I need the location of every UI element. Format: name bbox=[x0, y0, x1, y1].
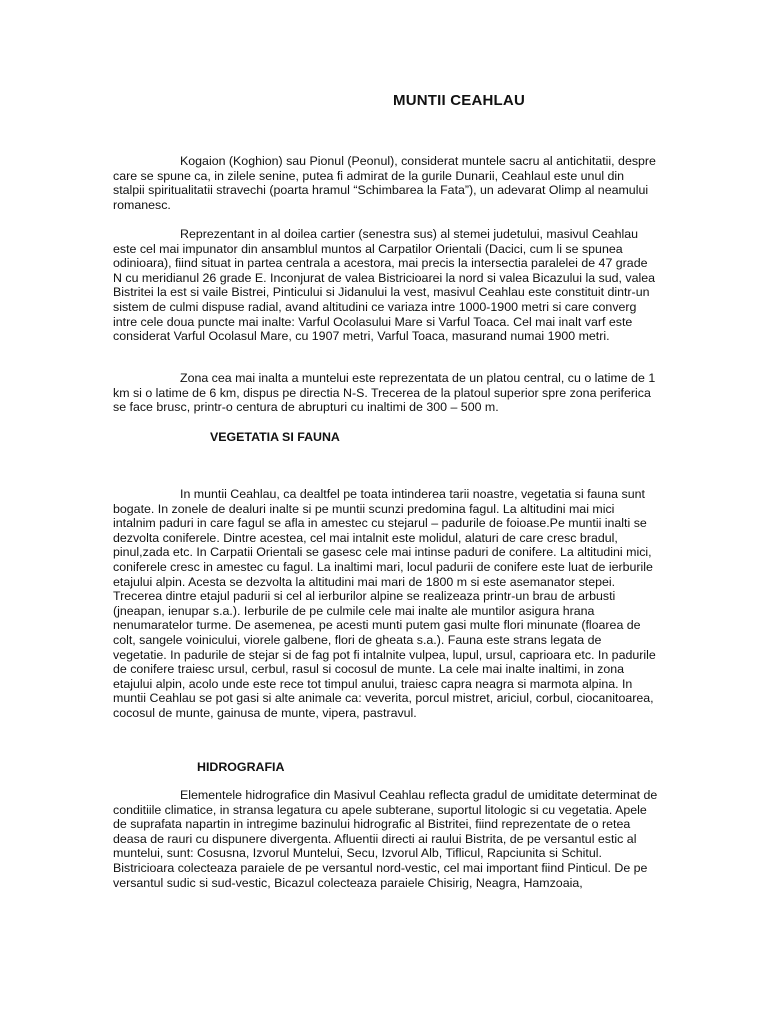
paragraph-vegetatie: In muntii Ceahlau, ca dealtfel pe toata intinderea tarii noastre, vegetatia si fauna sunt bogate. In zonele de dealuri inalte si pe muntii scunzi predomina fagul. La altitudini mai mici intalnim paduri in care fagul se afla in amestec cu stejarul – padurile de foioase.Pe muntii inalti se dezvolta coniferele. Dintre acestea, cel mai intalnit este molidul, alaturi de care cresc bradul, pinul,zada etc. In Carpatii Orientali se gasesc cele mai intinse paduri de conifere. La altitudini mici, coniferele cresc in amestec cu fagul. La inaltimi mari, locul padurii de conifere este luat de ierburile etajului alpin. Acesta se dezvolta la altitudini mai mari de 1800 m si este asemanator stepei. Trecerea dintre etajul padurii si cel al ierburilor alpine se realizeaza printr-un brau de arbusti (jneapan, ienupar s.a.). Ierburile de pe culmile cele mai inalte ale muntilor asigura hrana nenumaratelor turme. De asemenea, pe acesti munti putem gasi multe flori minunate (floarea de colt, sangele voinicului, viorele galbene, flori de gheata s.a.). Fauna este strans legata de vegetatie. In padurile de stejar si de fag pot fi intalnite vulpea, lupul, ursul, caprioara etc. In padurile de conifere traiesc ursul, cerbul, rasul si cocosul de munte. La cele mai inalte inaltimi, in zona etajului alpin, acolo unde este rece tot timpul anului, traiesc capra neagra si marmota alpina. In muntii Ceahlau se pot gasi si alte animale ca: veverita, porcul mistret, ariciul, corbul, ciocanitoarea, cocosul de munte, gainusa de munte, vipera, pastravul. bbox=[113, 487, 656, 720]
paragraph-hidrografia: Elementele hidrografice din Masivul Ceahlau reflecta gradul de umiditate determinat de conditiile climatice, in stransa legatura cu apele subterane, suportul litologic si cu vegetatia. Apele de suprafata napartin in intregime bazinului hidrografic al Bistritei, fiind reprezentate de o retea deasa de rauri cu dispunere divergenta. Afluentii directi ai raului Bistrita, de pe versantul estic al muntelui, sunt: Cosusna, Izvorul Muntelui, Secu, Izvorul Alb, Tiflicul, Rapciunita si Schitul. Bistricioara colecteaza paraiele de pe versantul nord-vestic, cel mai important fiind Pinticul. De pe versantul sudic si sud-vestic, Bicazul colecteaza paraiele Chisirig, Neagra, Hamzoaia, bbox=[113, 788, 658, 890]
page-title: MUNTII CEAHLAU bbox=[393, 92, 525, 109]
paragraph-zona: Zona cea mai inalta a muntelui este reprezentata de un platou central, cu o latime de 1 km si o latime de 6 km, dispus pe directia N-S. Trecerea de la platoul superior spre zona periferica se face brusc, printr-o centura de abrupturi cu inaltimi de 300 – 500 m. bbox=[113, 371, 656, 415]
paragraph-reprezentant: Reprezentant in al doilea cartier (senestra sus) al stemei judetului, masivul Ceahlau este cel mai impunator din ansamblul muntos al Carpatilor Orientali (Dacici, cum li se spunea odinioara), fiind situat in partea centrala a acestora, mai precis la intersectia paralelei de 47 grade N cu meridianul 26 grade E. Inconjurat de valea Bistricioarei la nord si valea Bicazului la sud, valea Bistritei la est si vaile Bistrei, Pinticului si Jidanului la vest, masivul Ceahlau este constituit dintr-un sistem de culmi dispuse radial, avand altitudini ce variaza intre 1000-1900 metri si care converg intre cele doua puncte mai inalte: Varful Ocolasului Mare si Varful Toaca. Cel mai inalt varf este considerat Varful Ocolasul Mare, cu 1907 metri, Varful Toaca, masurand numai 1900 metri. bbox=[113, 227, 656, 344]
section-heading-vegetatie: VEGETATIA SI FAUNA bbox=[210, 430, 340, 444]
section-heading-hidrografia: HIDROGRAFIA bbox=[197, 760, 285, 774]
paragraph-kogaion: Kogaion (Koghion) sau Pionul (Peonul), considerat muntele sacru al antichitatii, despre care se spune ca, in zilele senine, putea fi admirat de la gurile Dunarii, Ceahlaul este unul din stalpii spiritualitatii stravechi (poarta hramul “Schimbarea la Fata”), un adevarat Olimp al neamului romanesc. bbox=[113, 154, 656, 212]
